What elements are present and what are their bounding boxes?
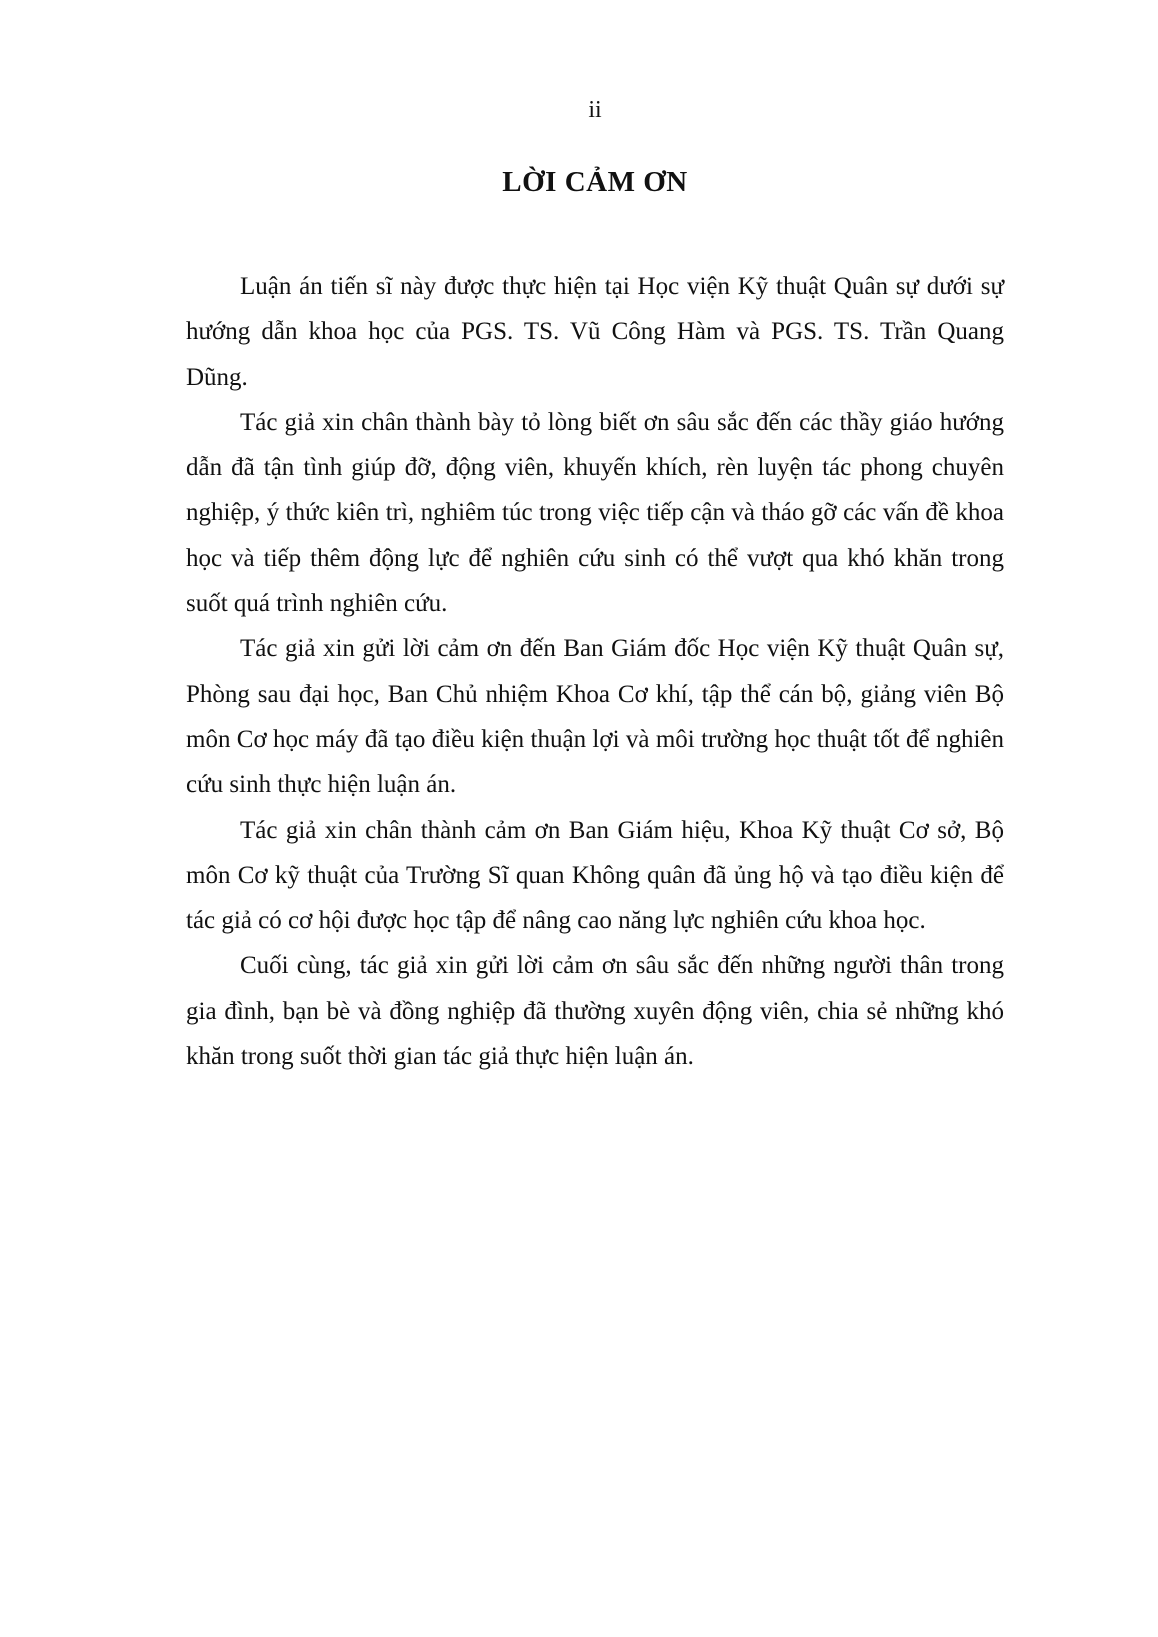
paragraph-5: Cuối cùng, tác giả xin gửi lời cảm ơn sâu sắc đến những người thân trong gia đình, bạn bè và đồng nghiệp đã thường xuyên động viên, chia sẻ những khó khăn trong suốt thời gian tác giả thực hiện luận án.	[186, 952, 1004, 1071]
paragraph-3: Tác giả xin gửi lời cảm ơn đến Ban Giám đốc Học viện Kỹ thuật Quân sự, Phòng sau đại học, Ban Chủ nhiệm Khoa Cơ khí, tập thể cán bộ, giảng viên Bộ môn Cơ học máy đã tạo điều kiện thuận lợi và môi trường học thuật tốt để nghiên cứu sinh thực hiện luận án.	[186, 635, 1004, 799]
paragraph-1: Luận án tiến sĩ này được thực hiện tại Học viện Kỹ thuật Quân sự dưới sự hướng dẫn khoa học của PGS. TS. Vũ Công Hàm và PGS. TS. Trần Quang Dũng.	[186, 273, 1004, 391]
paragraph-4: Tác giả xin chân thành cảm ơn Ban Giám hiệu, Khoa Kỹ thuật Cơ sở, Bộ môn Cơ kỹ thuật của Trường Sĩ quan Không quân đã ủng hộ và tạo điều kiện để tác giả có cơ hội được học tập để nâng cao năng lực nghiên cứu khoa học.	[186, 816, 1004, 935]
page-title: LỜI CẢM ƠN	[502, 166, 688, 198]
paragraph-2: Tác giả xin chân thành bày tỏ lòng biết ơn sâu sắc đến các thầy giáo hướng dẫn đã tận tình giúp đỡ, động viên, khuyến khích, rèn luyện tác phong chuyên nghiệp, ý thức kiên trì, nghiêm túc trong việc tiếp cận và tháo gỡ các vấn đề khoa học và tiếp thêm động lực để nghiên cứu sinh có thể vượt qua khó khăn trong suốt quá trình nghiên cứu.	[186, 408, 1004, 618]
acknowledgement-body	[186, 264, 1004, 1079]
page-number: ii	[588, 97, 602, 123]
